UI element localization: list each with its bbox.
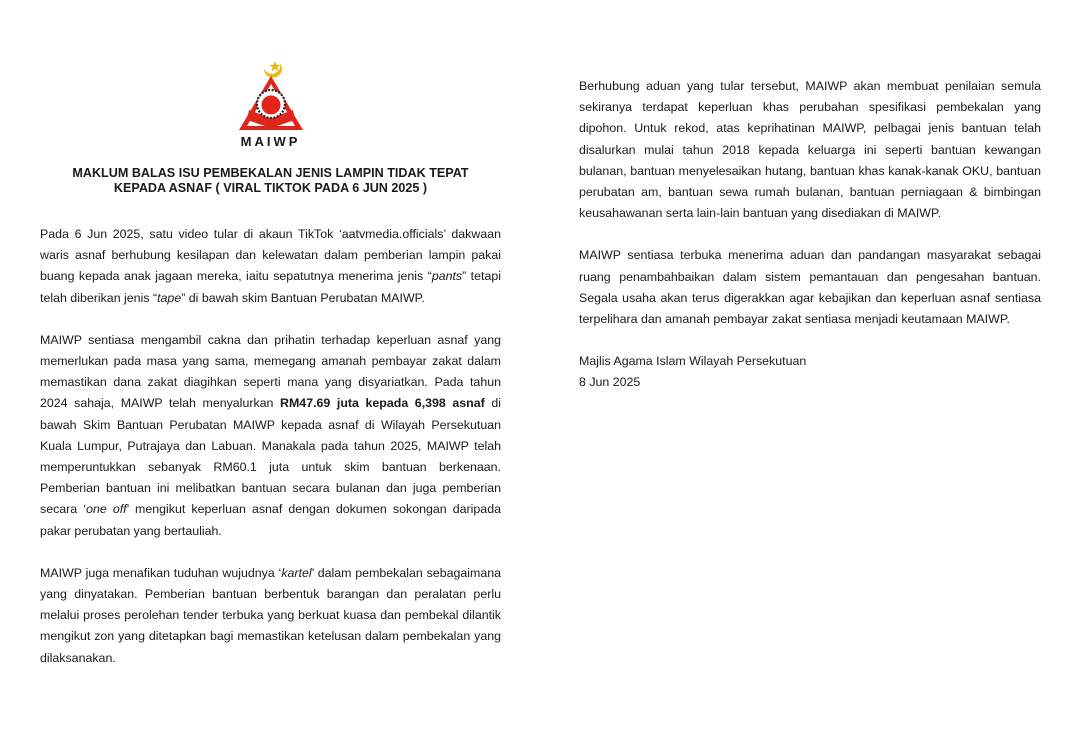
paragraph-5: MAIWP sentiasa terbuka menerima aduan dan pandangan masyarakat sebagai ruang penambahbaikan dalam sistem pemantauan dan pengesahan bantuan. Segala usaha akan terus digerakkan agar kebajikan dan keperluan asnaf sentiasa terpelihara dan amanah pembayar zakat sentiasa menjadi keutamaan MAIWP. — [579, 248, 1041, 327]
p1-italic-tape: tape — [157, 290, 182, 305]
maiwp-emblem-icon — [237, 58, 305, 132]
p3-text-a: MAIWP juga menafikan tuduhan wujudnya ‘ — [40, 565, 282, 580]
paragraph-1 — [40, 224, 501, 309]
p2-bold-amount: RM47.69 juta kepada 6,398 asnaf — [280, 396, 485, 411]
p1-italic-pants: pants — [431, 269, 463, 284]
p1-text-a: Pada 6 Jun 2025, satu video tular di akaun TikTok ‘aatvmedia.officials’ dakwaan waris asnaf berhubung kesilapan dan kelewatan dalam pemberian lampin pakai buang kepada anak jagaan mereka, iaitu sepatutnya menerima jenis “ — [40, 227, 501, 284]
p2-text-c: ’ mengikut keperluan asnaf dengan dokumen sokongan daripada pakar perubatan yang bertauliah. — [40, 502, 501, 538]
title-line-2: KEPADA ASNAF ( VIRAL TIKTOK PADA 6 JUN 2025 ) — [113, 181, 428, 195]
p2-italic-oneoff: one off — [86, 502, 127, 517]
p2-text-a: MAIWP sentiasa mengambil cakna dan prihatin terhadap keperluan asnaf yang memerlukan pada masa yang sama, memegang amanah pembayar zakat dalam memastikan dana zakat diagihkan seperti mana yang disyariatkan. Pada tahun 2024 sahaja, MAIWP telah menyalurkan — [40, 332, 501, 411]
maiwp-logo — [221, 58, 321, 149]
p3-italic-kartel: kartel — [281, 565, 312, 580]
left-column — [40, 58, 501, 690]
p3-text-b: ’ dalam pembekalan sebagaimana yang dinyatakan. Pemberian bantuan berbentuk barangan dan peralatan perlu melalui proses perolehan tender terbuka yang berkuat kuasa dan pembekal dilantik mengikut zon yang ditetapkan bagi memastikan ketelusan dalam pembekalan yang dilaksanakan. — [40, 565, 501, 665]
p2-text-b: di bawah Skim Bantuan Perubatan MAIWP kepada asnaf di Wilayah Persekutuan Kuala Lumpur, Putrajaya dan Labuan. Manakala pada tahun 2025, MAIWP telah memperuntukkan sebanyak RM60.1 juta untuk skim bantuan berkenaan. Pemberian bantuan ini melibatkan bantuan secara bulanan dan juga pemberian secara ‘ — [40, 396, 501, 517]
signature-date: 8 Jun 2025 — [579, 375, 641, 390]
paragraph-4: Berhubung aduan yang tular tersebut, MAIWP akan membuat penilaian semula sekiranya terdapat keperluan khas perubahan spesifikasi pembekalan yang dipohon. Untuk rekod, atas keprihatinan MAIWP, pelbagai jenis bantuan telah disalurkan mulai tahun 2018 kepada keluarga ini seperti bantuan kewangan bulanan, bantuan menyelesaikan hutang, bantuan khas kanak-kanak OKU, bantuan perubatan am, bantuan sewa rumah bulanan, bantuan perniagaan & bimbingan keusahawanan serta lain-lain bantuan yang disediakan di MAIWP. — [579, 79, 1041, 221]
p1-text-c: ” di bawah skim Bantuan Perubatan MAIWP. — [181, 290, 425, 305]
title-line-1: MAKLUM BALAS ISU PEMBEKALAN JENIS LAMPIN TIDAK TEPAT — [72, 166, 469, 180]
signature-org: Majlis Agama Islam Wilayah Persekutuan — [579, 354, 807, 369]
logo-text: MAIWP — [240, 134, 301, 149]
right-column — [579, 76, 1041, 394]
paragraph-2 — [40, 330, 501, 542]
p1-text-b: ” tetapi telah diberikan jenis “ — [40, 269, 501, 305]
page-title — [40, 166, 501, 196]
paragraph-3 — [40, 563, 501, 669]
